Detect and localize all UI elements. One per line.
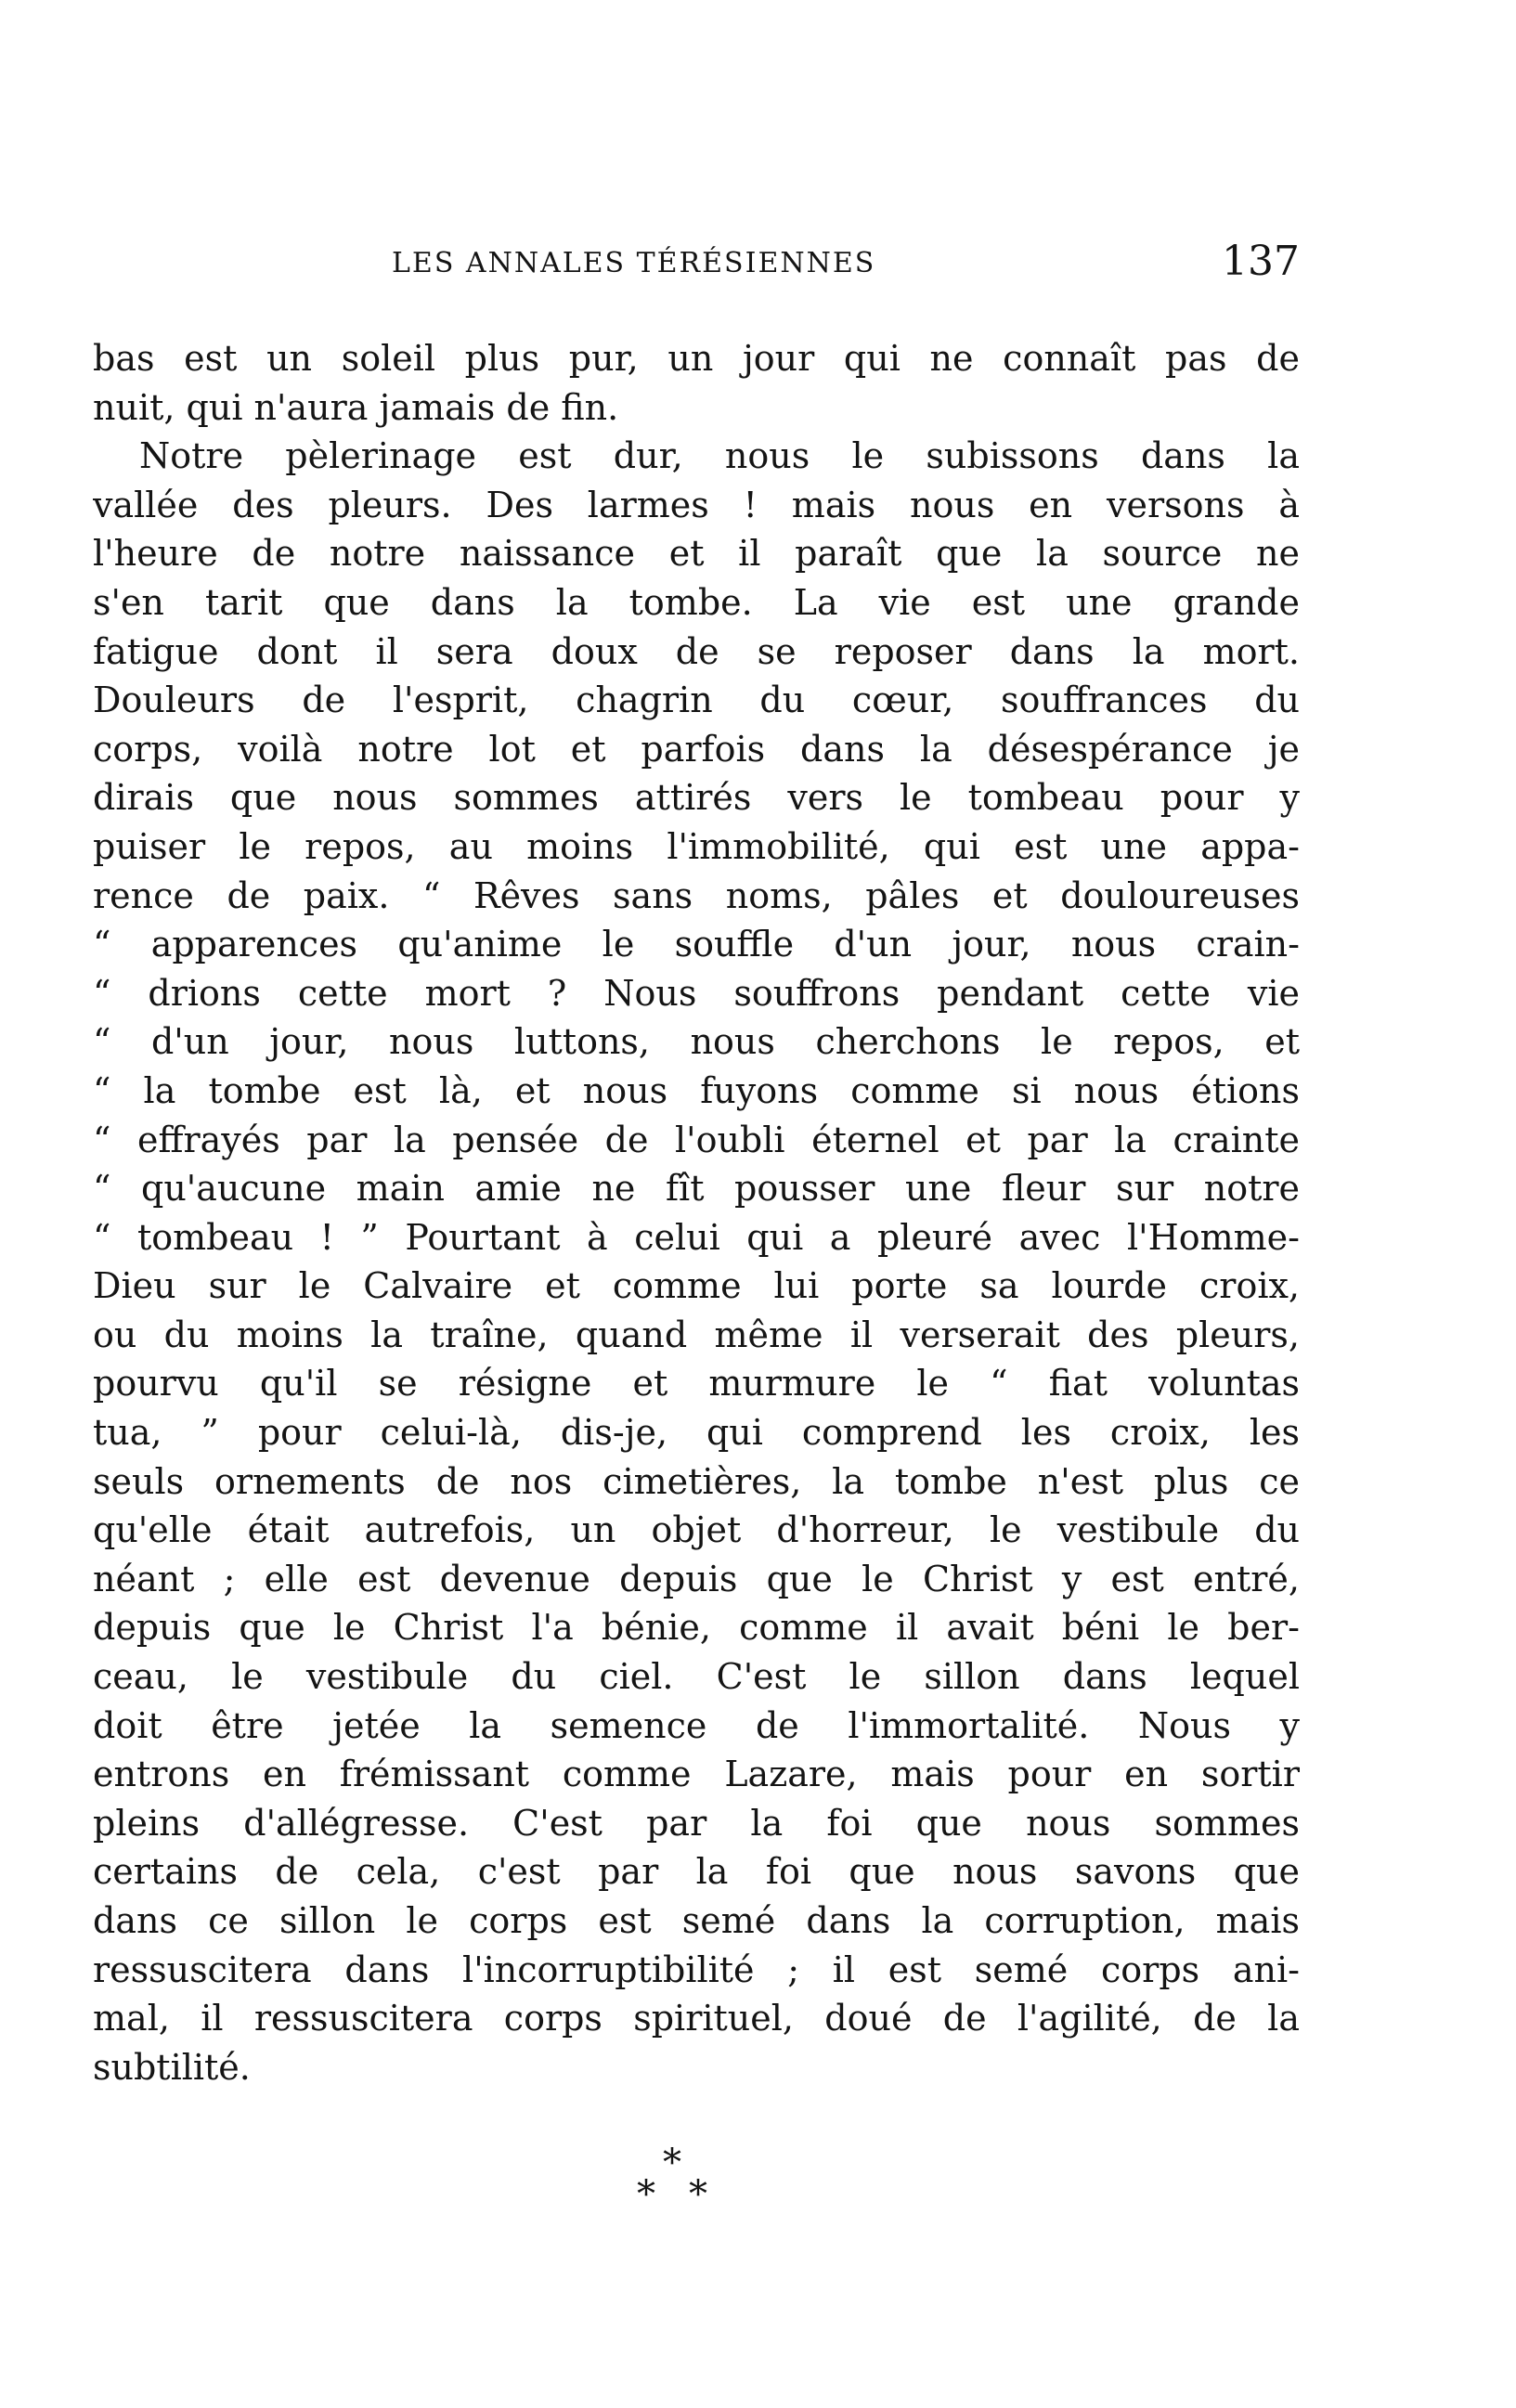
text-line-25: qu'elle était autrefois, un objet d'horreur, le vestibule du — [93, 1509, 1300, 1551]
text-line-8: Douleurs de l'esprit, chagrin du cœur, souffrances du — [93, 680, 1300, 721]
text-line-35: mal, il ressuscitera corps spirituel, doué de l'agilité, de la — [93, 1998, 1300, 2039]
text-line-12: rence de paix. “ Rêves sans noms, pâles et douloureuses — [93, 874, 1300, 916]
text-line-3: Notre pèlerinage est dur, nous le subissons dans la — [139, 435, 1300, 477]
running-title: LES ANNALES TÉRÉSIENNES — [392, 247, 876, 279]
text-line-24: seuls ornements de nos cimetières, la tombe n'est plus ce — [93, 1460, 1300, 1502]
asterisk-top: * — [663, 2142, 681, 2184]
text-line-4: vallée des pleurs. Des larmes ! mais nous en versons à — [93, 484, 1300, 525]
text-line-2: nuit, qui n'aura jamais de fin. — [93, 386, 619, 428]
text-line-29: doit être jetée la semence de l'immortalité. Nous y — [93, 1704, 1300, 1746]
asterisk-right: * — [689, 2173, 707, 2216]
asterism-ornament — [628, 2144, 730, 2228]
text-line-6: s'en tarit que dans la tombe. La vie est une grande — [93, 581, 1300, 623]
text-line-13: “ apparences qu'anime le souffle d'un jour, nous crain- — [93, 924, 1300, 965]
text-line-26: néant ; elle est devenue depuis que le Christ y est entré, — [93, 1558, 1300, 1599]
page-number: 137 — [1222, 238, 1300, 285]
text-line-31: pleins d'allégresse. C'est par la foi que nous sommes — [93, 1802, 1300, 1844]
text-line-19: “ tombeau ! ” Pourtant à celui qui a pleuré avec l'Homme- — [93, 1216, 1300, 1258]
text-line-21: ou du moins la traîne, quand même il verserait des pleurs, — [93, 1314, 1300, 1355]
text-line-28: ceau, le vestibule du ciel. C'est le sillon dans lequel — [93, 1656, 1300, 1698]
text-line-32: certains de cela, c'est par la foi que nous savons que — [93, 1851, 1300, 1893]
text-line-14: “ drions cette mort ? Nous souffrons pendant cette vie — [93, 972, 1300, 1014]
text-line-16: “ la tombe est là, et nous fuyons comme si nous étions — [93, 1069, 1300, 1111]
text-line-15: “ d'un jour, nous luttons, nous cherchons le repos, et — [93, 1021, 1300, 1063]
text-line-11: puiser le repos, au moins l'immobilité, qui est une appa- — [93, 825, 1300, 867]
running-head — [93, 238, 1300, 290]
asterisk-left: * — [637, 2173, 655, 2216]
text-line-7: fatigue dont il sera doux de se reposer dans la mort. — [93, 630, 1300, 672]
body-text — [93, 334, 1300, 2091]
text-line-27: depuis que le Christ l'a bénie, comme il avait béni le ber- — [93, 1607, 1300, 1649]
text-line-18: “ qu'aucune main amie ne fît pousser une fleur sur notre — [93, 1168, 1300, 1210]
text-line-5: l'heure de notre naissance et il paraît que la source ne — [93, 533, 1300, 575]
text-line-20: Dieu sur le Calvaire et comme lui porte sa lourde croix, — [93, 1265, 1300, 1307]
text-line-36: subtilité. — [93, 2046, 251, 2088]
text-line-23: tua, ” pour celui-là, dis-je, qui comprend les croix, les — [93, 1412, 1300, 1454]
text-line-34: ressuscitera dans l'incorruptibilité ; il est semé corps ani- — [93, 1948, 1300, 1990]
text-line-33: dans ce sillon le corps est semé dans la corruption, mais — [93, 1900, 1300, 1941]
text-line-1: bas est un soleil plus pur, un jour qui ne connaît pas de — [93, 338, 1300, 379]
text-line-9: corps, voilà notre lot et parfois dans la désespérance je — [93, 728, 1300, 770]
text-line-10: dirais que nous sommes attirés vers le tombeau pour y — [93, 777, 1300, 819]
text-line-22: pourvu qu'il se résigne et murmure le “ fiat voluntas — [93, 1363, 1300, 1405]
text-line-30: entrons en frémissant comme Lazare, mais pour en sortir — [93, 1754, 1300, 1795]
text-line-17: “ effrayés par la pensée de l'oubli éternel et par la crainte — [93, 1119, 1300, 1160]
